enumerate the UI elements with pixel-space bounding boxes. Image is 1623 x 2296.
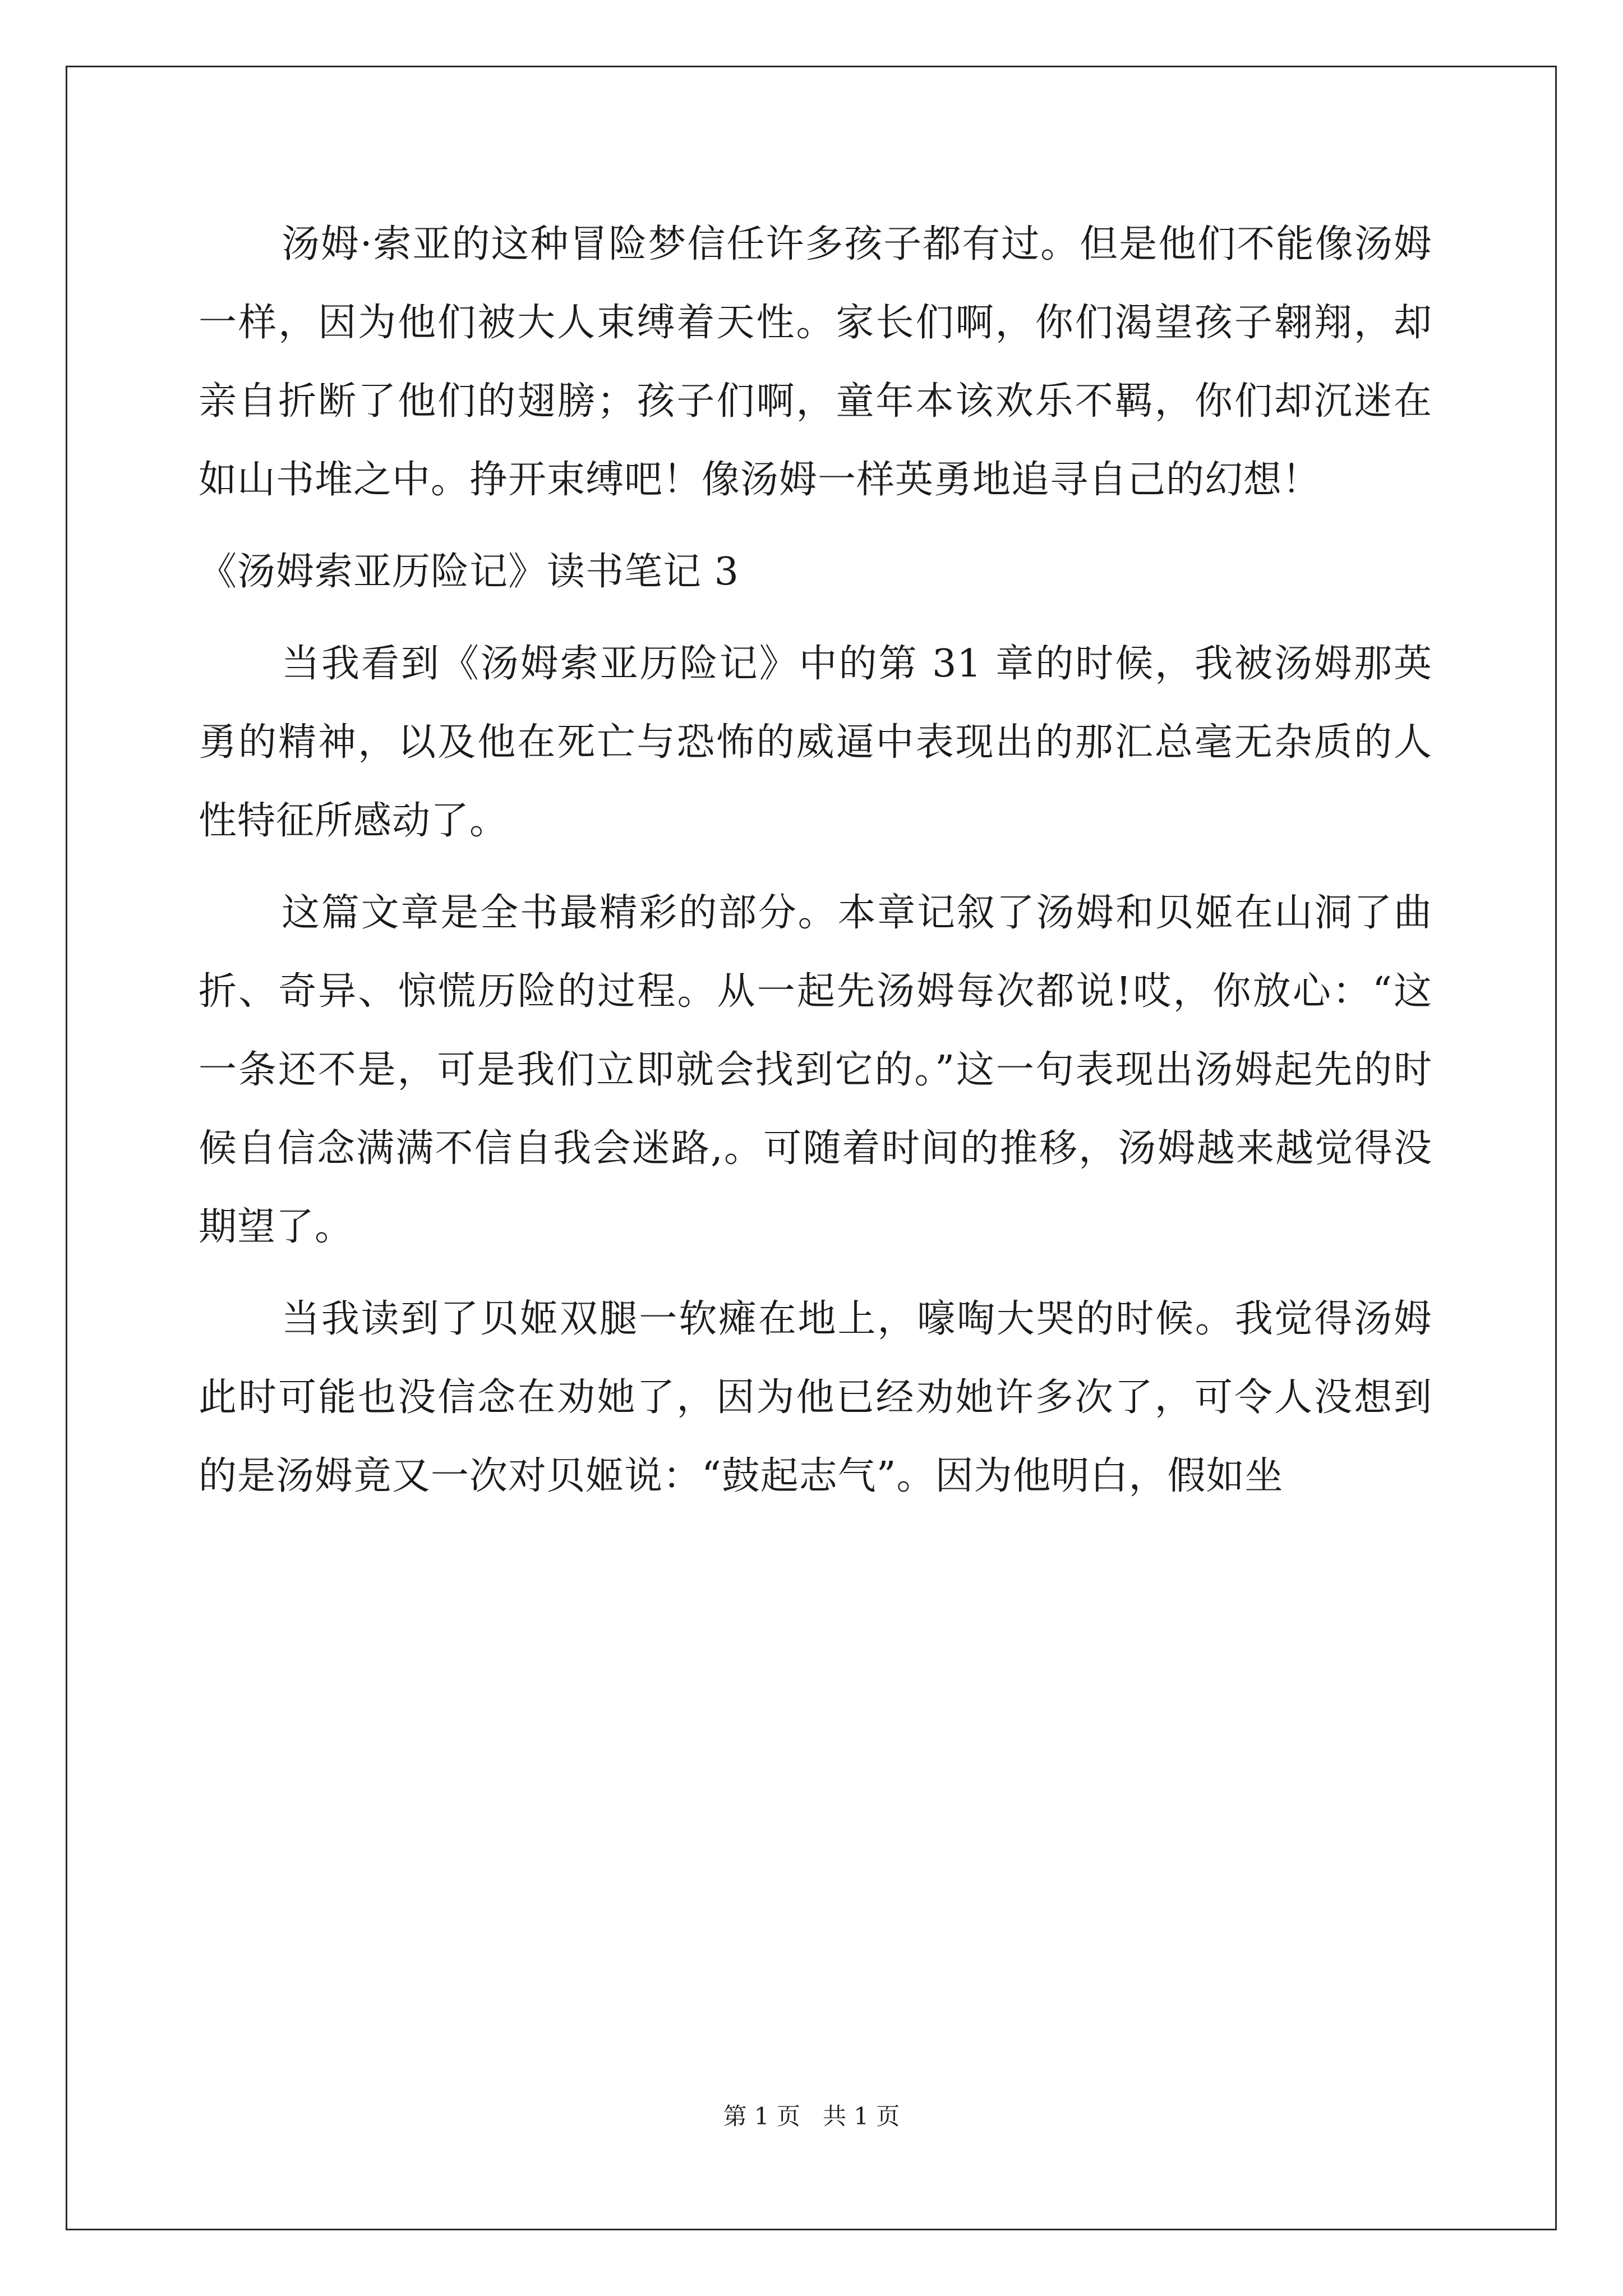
- paragraph-3: 这篇文章是全书最精彩的部分。本章记叙了汤姆和贝姬在山洞了曲折、奇异、惊慌历险的过程。从一起先汤姆每次都说!哎，你放心：“这一条还不是，可是我们立即就会找到它的。”这一句表现出汤姆起先的时候自信念满满不信自我会迷路,。可随着时间的推移，汤姆越来越觉得没期望了。: [199, 891, 1432, 1249]
- document-body: [199, 205, 1432, 1529]
- paragraph-4: 当我读到了贝姬双腿一软瘫在地上，嚎啕大哭的时候。我觉得汤姆此时可能也没信念在劝她了，因为他已经劝她许多次了，可令人没想到的是汤姆竟又一次对贝姬说：“鼓起志气”。因为他明白，假如坐: [199, 1297, 1432, 1498]
- page-footer: [0, 2101, 1623, 2132]
- page-number: 第 1 页: [723, 2102, 800, 2130]
- paragraph-2: 当我看到《汤姆索亚历险记》中的第 31 章的时候，我被汤姆那英勇的精神，以及他在死亡与恐怖的威逼中表现出的那汇总毫无杂质的人性特征所感动了。: [199, 642, 1432, 843]
- page-total: 共 1 页: [823, 2102, 900, 2130]
- paragraph-1: 汤姆·索亚的这种冒险梦信任许多孩子都有过。但是他们不能像汤姆一样，因为他们被大人束缚着天性。家长们啊，你们渴望孩子翱翔，却亲自折断了他们的翅膀；孩子们啊，童年本该欢乐不羁，你们却沉迷在如山书堆之中。挣开束缚吧！像汤姆一样英勇地追寻自己的幻想！: [199, 222, 1432, 502]
- section-heading: 《汤姆索亚历险记》读书笔记 3: [199, 550, 739, 594]
